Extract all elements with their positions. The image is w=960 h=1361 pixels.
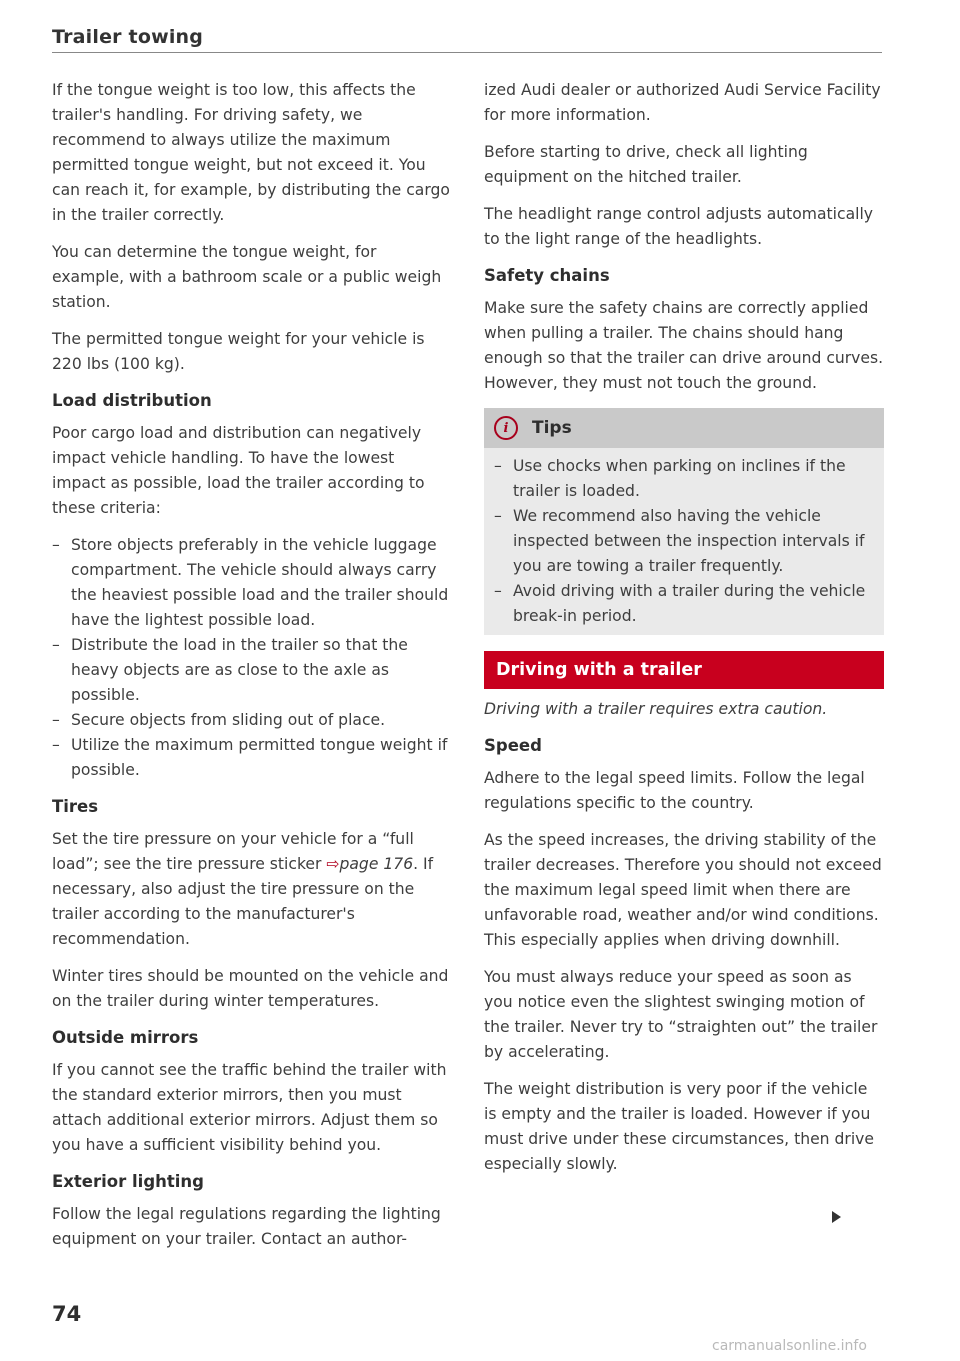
tips-list	[494, 454, 874, 629]
tips-title: Tips	[532, 418, 572, 438]
info-icon: i	[494, 416, 518, 440]
heading-exterior-lighting: Exterior lighting	[52, 1172, 204, 1191]
tips-header	[484, 408, 884, 448]
section-intro: Driving with a trailer requires extra caution.	[484, 700, 828, 718]
paragraph: The weight distribution is very poor if the vehicle is empty and the trailer is loaded. However if you must drive under these circumstances, then drive especially slowly.	[484, 1080, 874, 1173]
heading-load-distribution: Load distribution	[52, 391, 212, 410]
paragraph: Follow the legal regulations regarding the lighting equipment on your trailer. Contact an author-	[52, 1205, 441, 1248]
paragraph: You can determine the tongue weight, for example, with a bathroom scale or a public weigh station.	[52, 243, 442, 311]
heading-safety-chains: Safety chains	[484, 266, 610, 285]
text: . If necessary, also adjust the tire pressure on the trailer according to the manufacturer's recommendation.	[52, 855, 434, 948]
paragraph: If the tongue weight is too low, this affects the trailer's handling. For driving safety, we recommend to always utilize the maximum permitted tongue weight, but not exceed it. You can reach it, for example, by distributing the cargo in the trailer correctly.	[52, 81, 450, 224]
header-divider	[52, 52, 882, 53]
page-number: 74	[52, 1302, 82, 1326]
paragraph: As the speed increases, the driving stability of the trailer decreases. Therefore you should not exceed the maximum legal speed limit when there are unfavorable road, weather and/or wind conditions. This especially applies when driving downhill.	[484, 831, 882, 949]
paragraph: Adhere to the legal speed limits. Follow the legal regulations specific to the country.	[484, 769, 865, 812]
paragraph: Poor cargo load and distribution can negatively impact vehicle handling. To have the lowest impact as possible, load the trailer according to these criteria:	[52, 424, 425, 517]
paragraph: ized Audi dealer or authorized Audi Service Facility for more information.	[484, 81, 881, 124]
paragraph-tire-pressure	[52, 827, 452, 952]
paragraph: The permitted tongue weight for your vehicle is 220 lbs (100 kg).	[52, 330, 425, 373]
section-banner-driving-with-trailer: Driving with a trailer	[484, 651, 884, 689]
load-criteria-list	[52, 533, 452, 783]
paragraph: Make sure the safety chains are correctly applied when pulling a trailer. The chains should hang enough so that the trailer can drive around curves. However, they must not touch the ground.	[484, 299, 884, 392]
continue-arrow-icon	[832, 1211, 841, 1223]
list-item: – Secure objects from sliding out of place.	[52, 708, 452, 733]
text: Set the tire pressure on your vehicle for a “full load”; see the tire pressure sticker	[52, 830, 414, 873]
list-item: – Distribute the load in the trailer so that the heavy objects are as close to the axle as possible.	[52, 633, 452, 708]
list-item: – Avoid driving with a trailer during the vehicle break-in period.	[494, 579, 874, 629]
list-item: – Utilize the maximum permitted tongue weight if possible.	[52, 733, 452, 783]
heading-tires: Tires	[52, 797, 99, 816]
page-reference-link[interactable]: page 176	[339, 855, 414, 873]
tips-box	[484, 408, 884, 635]
paragraph: You must always reduce your speed as soon as you notice even the slightest swinging motion of the trailer. Never try to “straighten out” the trailer by accelerating.	[484, 968, 878, 1061]
list-item: – We recommend also having the vehicle inspected between the inspection intervals if you are towing a trailer frequently.	[494, 504, 874, 579]
right-column	[484, 78, 884, 1189]
paragraph: The headlight range control adjusts automatically to the light range of the headlights.	[484, 205, 874, 248]
heading-speed: Speed	[484, 736, 542, 755]
paragraph: Before starting to drive, check all lighting equipment on the hitched trailer.	[484, 143, 808, 186]
left-column	[52, 78, 452, 1264]
watermark: carmanualsonline.info	[712, 1338, 867, 1354]
section-header: Trailer towing	[52, 26, 204, 48]
heading-outside-mirrors: Outside mirrors	[52, 1028, 199, 1047]
list-item: – Store objects preferably in the vehicle luggage compartment. The vehicle should always carry the heaviest possible load and the trailer should have the lightest possible load.	[52, 533, 452, 633]
paragraph: Winter tires should be mounted on the vehicle and on the trailer during winter temperatures.	[52, 967, 449, 1010]
page-ref-arrow-icon[interactable]: ⇨	[326, 855, 340, 873]
paragraph: If you cannot see the traffic behind the trailer with the standard exterior mirrors, then you must attach additional exterior mirrors. Adjust them so you have a sufficient visibility behind you.	[52, 1061, 447, 1154]
list-item: – Use chocks when parking on inclines if the trailer is loaded.	[494, 454, 874, 504]
